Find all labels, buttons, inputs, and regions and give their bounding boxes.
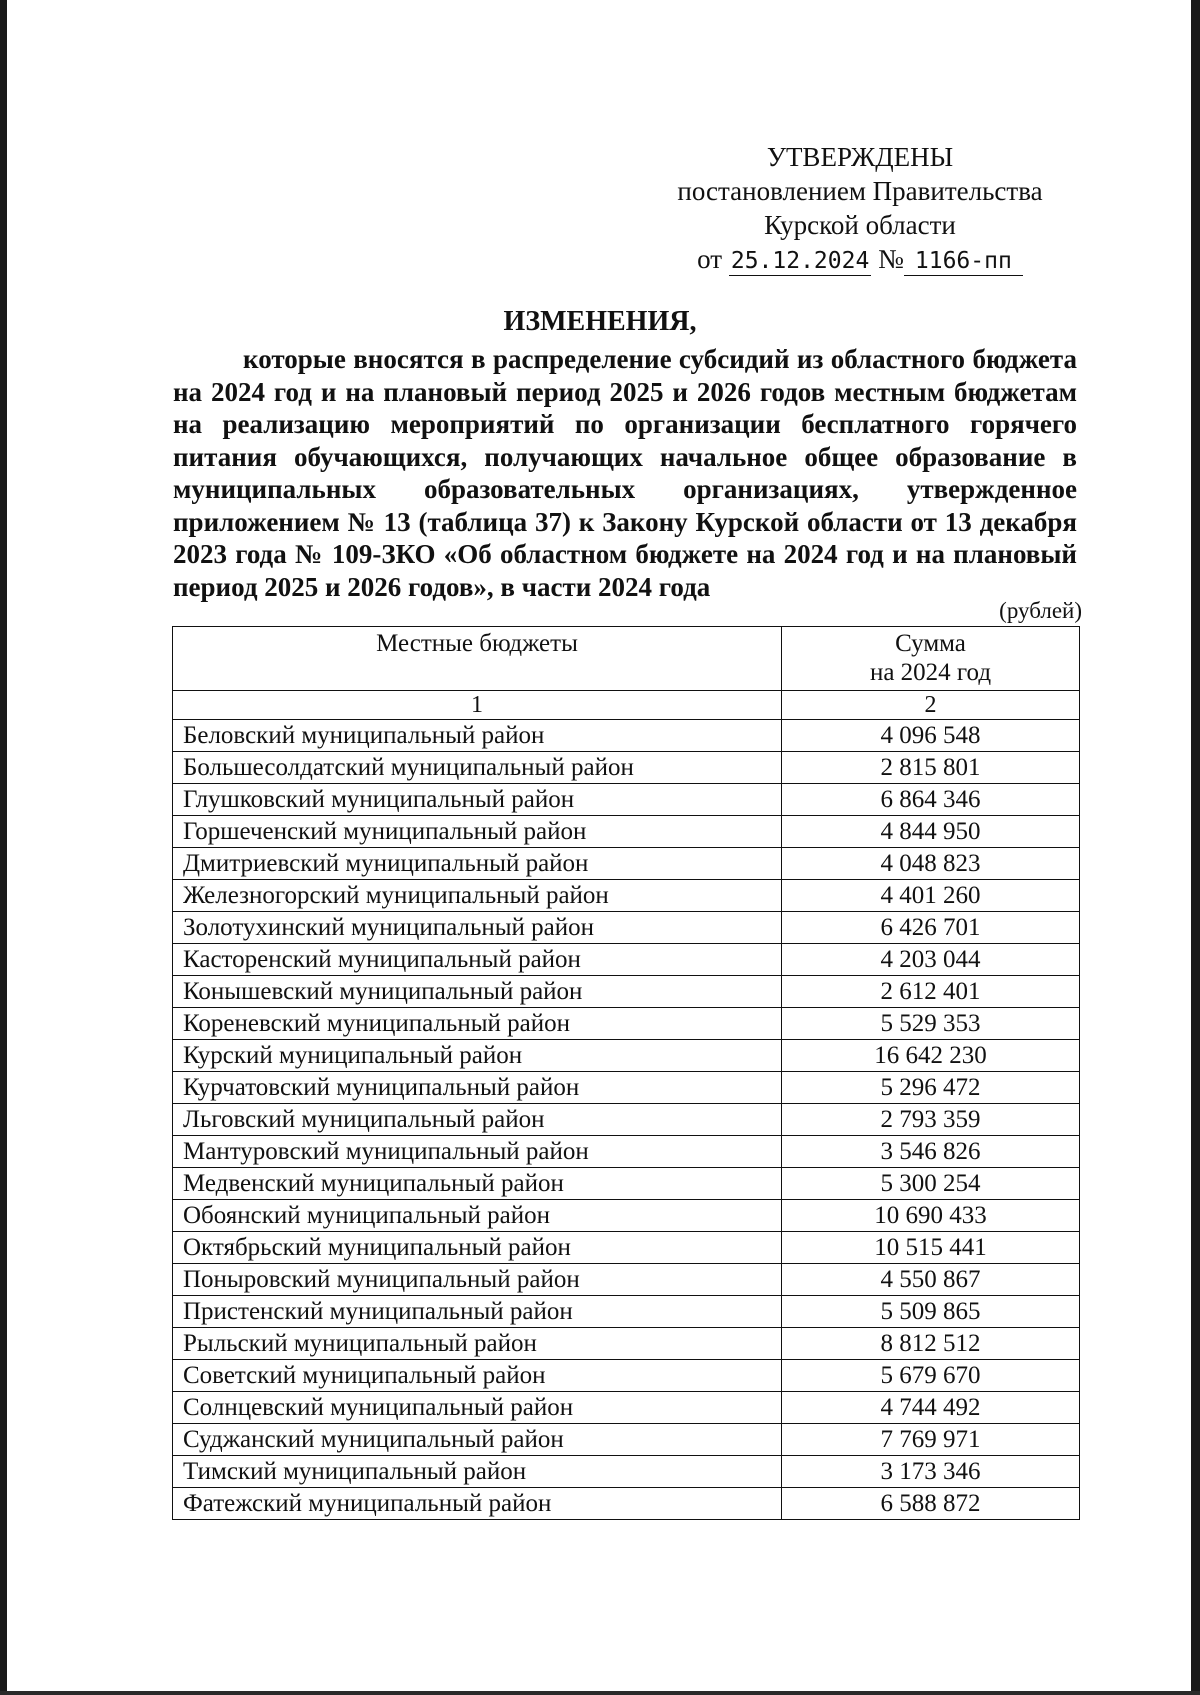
budget-amount: 6 864 346 xyxy=(782,784,1080,816)
budget-name: Суджанский муниципальный район xyxy=(173,1424,782,1456)
table-row xyxy=(173,784,1080,816)
approval-title: УТВЕРЖДЕНЫ xyxy=(766,142,954,172)
budget-amount: 4 844 950 xyxy=(782,816,1080,848)
budget-name: Золотухинский муниципальный район xyxy=(173,912,782,944)
budget-amount: 5 529 353 xyxy=(782,1008,1080,1040)
budget-amount: 4 550 867 xyxy=(782,1264,1080,1296)
budget-name: Дмитриевский муниципальный район xyxy=(173,848,782,880)
budget-name: Октябрьский муниципальный район xyxy=(173,1232,782,1264)
budget-amount: 3 546 826 xyxy=(782,1136,1080,1168)
approval-line-1: постановлением Правительства xyxy=(677,176,1043,206)
unit-note: (рублей) xyxy=(999,598,1082,623)
budget-amount: 8 812 512 xyxy=(782,1328,1080,1360)
budget-amount: 4 401 260 xyxy=(782,880,1080,912)
table-row xyxy=(173,1104,1080,1136)
budget-name: Беловский муниципальный район xyxy=(173,720,782,752)
table-row xyxy=(173,1264,1080,1296)
index-col-2: 2 xyxy=(782,691,1080,720)
scan-edge-left xyxy=(0,0,7,1695)
budget-amount: 4 744 492 xyxy=(782,1392,1080,1424)
table-row xyxy=(173,1392,1080,1424)
table-row xyxy=(173,1232,1080,1264)
table-row xyxy=(173,1456,1080,1488)
budget-name: Обоянский муниципальный район xyxy=(173,1200,782,1232)
budget-amount: 5 679 670 xyxy=(782,1360,1080,1392)
budget-name: Поныровский муниципальный район xyxy=(173,1264,782,1296)
budget-amount: 2 612 401 xyxy=(782,976,1080,1008)
budget-name: Советский муниципальный район xyxy=(173,1360,782,1392)
table-index-row xyxy=(173,691,1080,720)
table-row xyxy=(173,1296,1080,1328)
budget-name: Касторенский муниципальный район xyxy=(173,944,782,976)
budget-name: Горшеченский муниципальный район xyxy=(173,816,782,848)
approval-block xyxy=(640,140,1080,276)
table-row xyxy=(173,1008,1080,1040)
table-row xyxy=(173,976,1080,1008)
budget-name: Льговский муниципальный район xyxy=(173,1104,782,1136)
budget-name: Железногорский муниципальный район xyxy=(173,880,782,912)
budget-amount: 4 203 044 xyxy=(782,944,1080,976)
table-row xyxy=(173,880,1080,912)
budget-name: Тимский муниципальный район xyxy=(173,1456,782,1488)
budget-amount: 5 300 254 xyxy=(782,1168,1080,1200)
document-title: ИЗМЕНЕНИЯ, xyxy=(503,306,697,337)
budget-amount: 16 642 230 xyxy=(782,1040,1080,1072)
budget-amount: 2 793 359 xyxy=(782,1104,1080,1136)
budget-name: Пристенский муниципальный район xyxy=(173,1296,782,1328)
budget-amount: 10 690 433 xyxy=(782,1200,1080,1232)
header-amount-line-1: Сумма xyxy=(895,630,966,657)
budgets-table xyxy=(172,626,1080,1520)
budget-name: Рыльский муниципальный район xyxy=(173,1328,782,1360)
table-row xyxy=(173,848,1080,880)
table-row xyxy=(173,1072,1080,1104)
document-description: которые вносятся в распределение субсидий из областного бюджета на 2024 год и на плановый период 2025 и 2026 годов местным бюджетам на реализацию мероприятий по организации бесплатного горячего питания обучающихся, получающих начальное общее образование в муниципальных образовательных организациях, утвержденное приложением № 13 (таблица 37) к Закону Курской области от 13 декабря 2023 года № 109-ЗКО «Об областном бюджете на 2024 год и на плановый период 2025 и 2026 годов», в части 2024 года xyxy=(173,344,1077,602)
budget-name: Мантуровский муниципальный район xyxy=(173,1136,782,1168)
table-row xyxy=(173,752,1080,784)
approval-line-2: Курской области xyxy=(764,210,956,240)
table-row xyxy=(173,1040,1080,1072)
header-amount-line-2: на 2024 год xyxy=(869,659,992,686)
table-row xyxy=(173,944,1080,976)
budget-amount: 2 815 801 xyxy=(782,752,1080,784)
header-local-budgets: Местные бюджеты xyxy=(173,627,782,691)
budget-amount: 5 509 865 xyxy=(782,1296,1080,1328)
table-row xyxy=(173,1136,1080,1168)
budget-amount: 6 426 701 xyxy=(782,912,1080,944)
scan-edge-right xyxy=(1191,0,1200,1695)
budget-name: Курский муниципальный район xyxy=(173,1040,782,1072)
approval-from-label: от xyxy=(697,244,723,274)
scan-edge-bottom xyxy=(0,1691,1200,1695)
approval-date: 25.12.2024 xyxy=(730,248,870,274)
budget-name: Фатежский муниципальный район xyxy=(173,1488,782,1520)
budget-name: Глушковский муниципальный район xyxy=(173,784,782,816)
table-row xyxy=(173,1200,1080,1232)
budget-name: Кореневский муниципальный район xyxy=(173,1008,782,1040)
budget-amount: 5 296 472 xyxy=(782,1072,1080,1104)
budget-name: Курчатовский муниципальный район xyxy=(173,1072,782,1104)
approval-number: 1166-пп xyxy=(904,247,1023,276)
budget-name: Солнцевский муниципальный район xyxy=(173,1392,782,1424)
budget-amount: 3 173 346 xyxy=(782,1456,1080,1488)
budget-amount: 4 048 823 xyxy=(782,848,1080,880)
budget-amount: 4 096 548 xyxy=(782,720,1080,752)
table-row xyxy=(173,1488,1080,1520)
index-col-1: 1 xyxy=(173,691,782,720)
budget-name: Медвенский муниципальный район xyxy=(173,1168,782,1200)
budget-amount: 10 515 441 xyxy=(782,1232,1080,1264)
header-amount xyxy=(782,627,1080,691)
table-row xyxy=(173,1168,1080,1200)
table-row xyxy=(173,1328,1080,1360)
budget-amount: 7 769 971 xyxy=(782,1424,1080,1456)
budget-amount: 6 588 872 xyxy=(782,1488,1080,1520)
budget-name: Большесолдатский муниципальный район xyxy=(173,752,782,784)
table-row xyxy=(173,816,1080,848)
budget-name: Конышевский муниципальный район xyxy=(173,976,782,1008)
table-header-row xyxy=(173,627,1080,691)
approval-number-label: № xyxy=(878,244,904,274)
approval-date-number xyxy=(640,242,1080,276)
table-row xyxy=(173,1360,1080,1392)
table-row xyxy=(173,1424,1080,1456)
table-row xyxy=(173,720,1080,752)
table-row xyxy=(173,912,1080,944)
